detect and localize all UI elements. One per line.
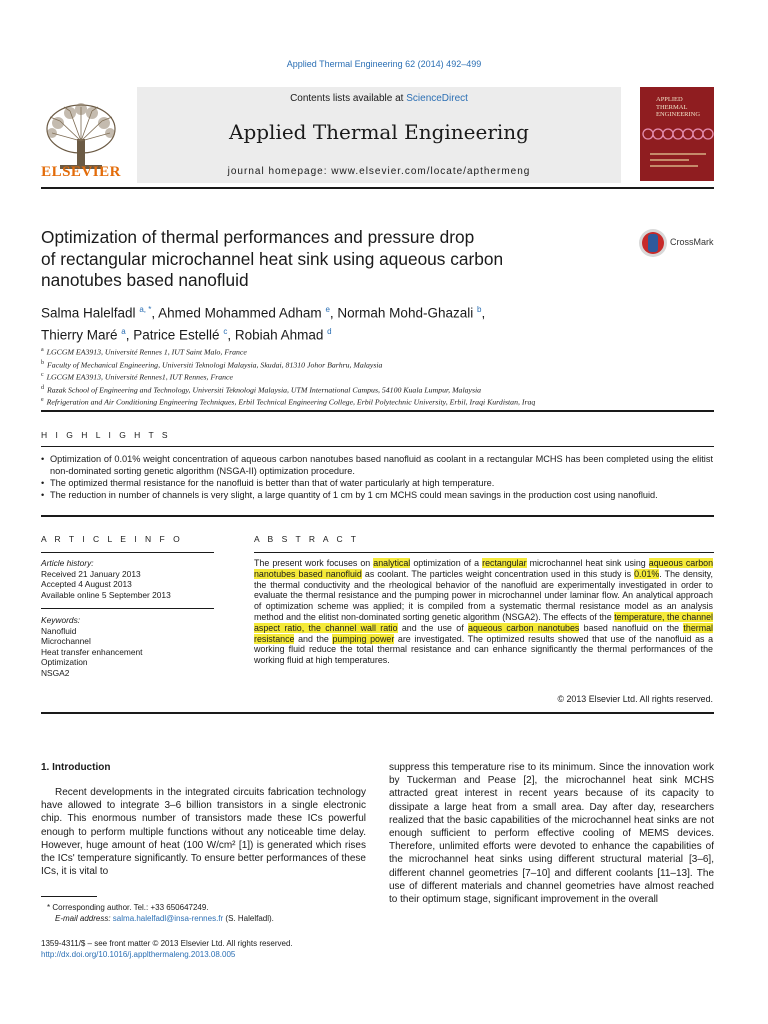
abstract-segment: and the: [294, 633, 333, 644]
keyword: Microchannel: [41, 636, 91, 646]
highlight-item: • The reduction in number of channels is very slight, a large quantity of 1 cm by 1 cm MCHS could mean savings in the production cost using nanofluid.: [41, 489, 713, 501]
email-line: E-mail address: salma.halelfadl@insa-rennes.fr (S. Halelfadl).: [55, 914, 274, 923]
history-date: Accepted 4 August 2013: [41, 579, 132, 589]
affiliation-item: $^b$ Faculty of Mechanical Engineering, Universiti Teknologi Malaysia, Skudai, 81310 Johor Barhru, Malaysia: [41, 359, 383, 370]
keywords-list: [41, 615, 221, 678]
crossmark-icon: [638, 228, 668, 258]
article-history: [41, 558, 221, 600]
abstract-segment: microchannel heat sink using: [526, 558, 649, 568]
cover-footer-decoration: [650, 149, 706, 171]
abstract-text: [254, 558, 713, 666]
history-date: Available online 5 September 2013: [41, 589, 171, 600]
history-date: Received 21 January 2013: [41, 568, 141, 579]
journal-title: Applied Thermal Engineering: [229, 120, 529, 144]
abstract-copyright: © 2013 Elsevier Ltd. All rights reserved.: [557, 694, 713, 704]
highlights-heading: H I G H L I G H T S: [41, 430, 171, 440]
sciencedirect-link[interactable]: ScienceDirect: [406, 93, 468, 104]
highlight-item: • The optimized thermal resistance for the nanofluid is better than that of water particularly at high temperature.: [41, 477, 713, 489]
author-name[interactable]: Patrice Estellé: [133, 327, 220, 342]
doi-link[interactable]: http://dx.doi.org/10.1016/j.applthermaleng.2013.08.005: [41, 950, 236, 959]
author-affiliation-ref[interactable]: c: [223, 326, 228, 336]
author-name[interactable]: Robiah Ahmad: [234, 327, 324, 342]
abstract-segment: optimization of a: [410, 558, 483, 568]
author-affiliation-ref[interactable]: e: [325, 305, 330, 314]
email-link[interactable]: salma.halelfadl@insa-rennes.fr: [112, 914, 224, 923]
issn-line: 1359-4311/$ – see front matter © 2013 Elsevier Ltd. All rights reserved.: [41, 939, 293, 948]
article-info-heading: A R T I C L E I N F O: [41, 534, 183, 544]
corresponding-author: * Corresponding author. Tel.: +33 650647249.: [47, 903, 209, 912]
section-rule: [41, 515, 714, 517]
footnote-rule: [41, 896, 97, 897]
affiliation-item: $^a$ LGCGM EA3913, Université Rennes 1, IUT Saint Malo, France: [41, 347, 247, 357]
highlights-list: [41, 453, 713, 501]
contents-line: [137, 93, 621, 104]
journal-homepage[interactable]: journal homepage: www.elsevier.com/locate/apthermeng: [227, 166, 531, 177]
keywords-label: Keywords:: [41, 615, 81, 625]
author-name[interactable]: Normah Mohd-Ghazali: [337, 305, 474, 321]
front-matter: [41, 938, 441, 960]
keyword: Optimization: [41, 657, 88, 667]
highlighted-phrase: pumping power: [332, 633, 395, 644]
abstract-segment: as coolant. The particles weight concentration used in this study is: [361, 568, 635, 579]
author-affiliation-ref[interactable]: a, *: [139, 305, 152, 314]
abstract-heading: A B S T R A C T: [254, 534, 360, 544]
cover-pattern: [640, 127, 714, 141]
highlight-item: • Optimization of 0.01% weight concentration of aqueous carbon nanotubes based nanofluid as coolant in a rectangular MCHS has been completed using the elitist non-dominated sorting genetic algorithm (NSGA-II) optimization procedure.: [41, 453, 713, 477]
author-affiliation-ref[interactable]: d: [327, 326, 332, 336]
header-rule: [41, 187, 714, 189]
history-label: Article history:: [41, 558, 94, 568]
highlighted-phrase: aqueous carbon nanotubes based nanofluid: [254, 558, 714, 579]
corresponding-author-footnote: [41, 902, 366, 924]
affiliation-item: $^c$ LGCGM EA3913, Université Rennes1, IUT Rennes, France: [41, 372, 233, 382]
abstract-rule: [254, 552, 714, 553]
keyword: NSGA2: [41, 667, 70, 678]
abstract-segment: and the use of: [397, 622, 469, 633]
keyword: Nanofluid: [41, 625, 77, 636]
affiliation-list: [41, 345, 731, 408]
crossmark-label: CrossMark: [670, 237, 714, 247]
author-list: Salma Halelfadl $^{a, *}$, Ahmed Mohammed Adham $^e$, Normah Mohd-Ghazali $^b$, Thierry Maré $^a$, Patrice Estellé $^c$, Robiah Ahmad $^d$: [41, 305, 486, 342]
highlighted-phrase: 0.01%: [634, 568, 660, 579]
affiliation-item: $^d$ Razak School of Engineering and Technology, Universiti Teknologi Malaysia, UTM International Campus, 54100 Kuala Lumpur, Malaysia: [41, 384, 482, 395]
keywords-rule: [41, 608, 214, 609]
highlights-rule: [41, 446, 714, 447]
introduction-left-column: Recent developments in the integrated circuits fabrication technology have allowed to integrate 3–6 billion transistors in a single electronic chip. This enormous number of transistors made these ICs powerful enough to perform multiple functions without any noticeable time delay. However, huge amount of heat (100 W/cm² [1]) is generated which rises the ICs' temperature significantly. To ensure better performances of these ICs, it is vital to: [41, 787, 366, 878]
section-rule: [41, 410, 714, 412]
highlighted-phrase: temperature, the channel aspect ratio, the channel wall ratio: [254, 611, 713, 633]
author-name[interactable]: Ahmed Mohammed Adham: [158, 305, 322, 321]
journal-cover-thumbnail[interactable]: [640, 87, 714, 181]
abstract-segment: are investigated. The optimized results showed that use of the nanofluid as a working fluid reduce the total thermal resistance and can enhance significantly the thermal performances of the working fluid at high temperatures.: [254, 633, 713, 666]
introduction-right-column: suppress this temperature rise to its minimum. Since the innovation work by Tuckerman and Pease [2], the microchannel heat sink MCHS attracted great interest in recent years because of its capacity to dissipate a large heat from a small area. Day after day, researchers realized that the basic capabilities of the microchannel heat sinks are not enough sufficient to perform effective cooling of MEMS devices. Therefore, unlimited efforts were devoted to enhance the capabilities of the microchannel heat sinks using different structural material [3–6], different channel geometries [7–10] and different coolants [11–13]. The use of different materials and channel geometries have almost reached to their optimum stage, significant improvement in the overall: [389, 762, 714, 906]
author-name[interactable]: Salma Halelfadl: [41, 305, 136, 321]
contents-prefix: Contents lists available at: [290, 93, 407, 104]
author-name[interactable]: Thierry Maré: [41, 327, 118, 342]
highlighted-phrase: analytical: [373, 558, 411, 568]
article-title: Optimization of thermal performances and pressure drop of rectangular microchannel heat sink using aqueous carbon nanotubes based nanofluid: [41, 227, 504, 290]
highlighted-phrase: thermal resistance: [254, 622, 714, 644]
abstract-segment: . The density, the thermal conductivity and the rheological behavior of the nanofluid are experimentally investigated in order to evaluate the thermal resistance and the pumping power in microchannel under laminar flow. An analytical approach of optimization scheme was applied; it is compiled from a systematic thermal resistance model as an analysis method and the elitist non-dominated sorting genetic algorithm (NSGA2). The effects of the: [254, 568, 713, 622]
highlighted-phrase: rectangular: [482, 558, 527, 568]
cover-title: APPLIED THERMAL ENGINEERING: [656, 96, 701, 118]
article-info-rule: [41, 552, 214, 553]
abstract-segment: The present work focuses on: [254, 558, 374, 568]
section-rule: [41, 712, 714, 714]
author-affiliation-ref[interactable]: b: [477, 305, 482, 314]
introduction-heading: 1. Introduction: [41, 762, 111, 773]
affiliation-item: $^e$ Refrigeration and Air Conditioning Engineering Techniques, Erbil Technical Engineering College, Erbil Polytechnic University, Erbil, Iraqi Kurdistan, Iraq: [41, 397, 536, 407]
abstract-segment: based nanofluid on the: [579, 622, 684, 633]
keyword: Heat transfer enhancement: [41, 646, 143, 657]
author-affiliation-ref[interactable]: a: [121, 326, 126, 336]
journal-citation[interactable]: Applied Thermal Engineering 62 (2014) 492–499: [286, 59, 482, 69]
elsevier-wordmark: ELSEVIER: [41, 164, 121, 180]
crossmark-badge[interactable]: [638, 228, 718, 258]
highlighted-phrase: aqueous carbon nanotubes: [468, 622, 580, 633]
